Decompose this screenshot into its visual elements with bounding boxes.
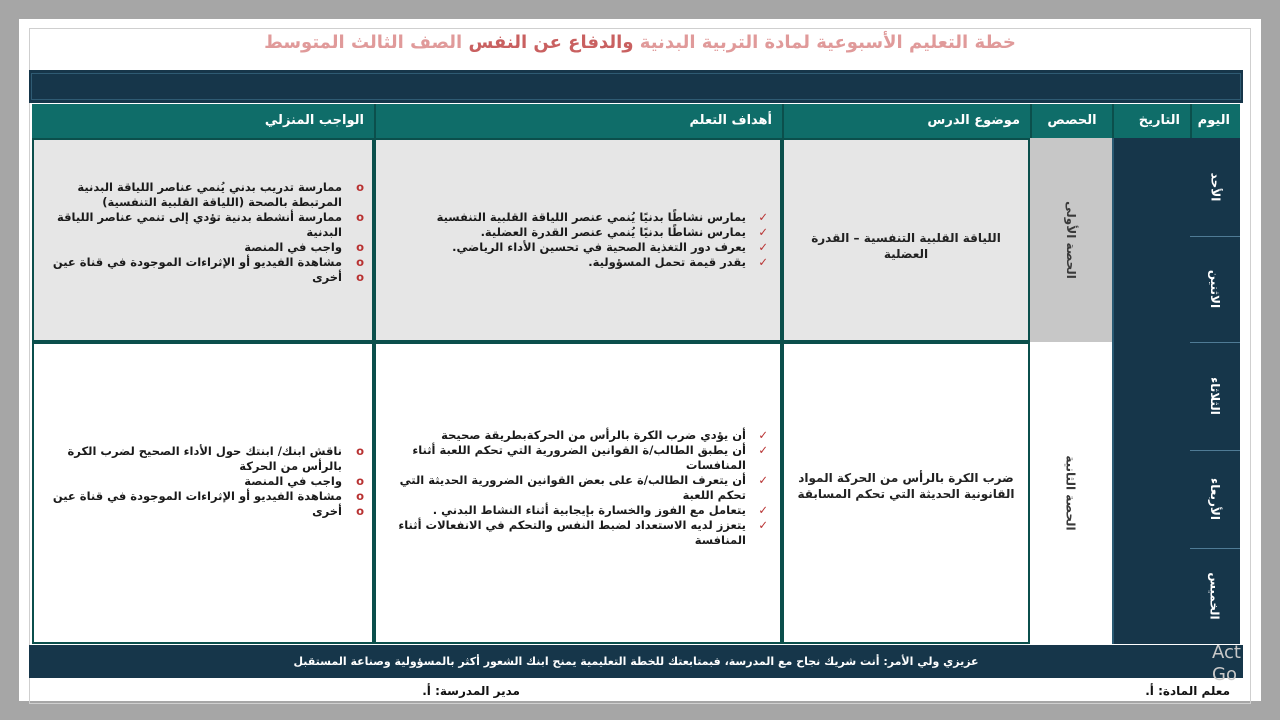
- check-icon: ✓: [758, 428, 768, 442]
- list-item: o واجب في المنصة: [244, 474, 364, 488]
- day-column: [1190, 138, 1240, 644]
- check-icon: ✓: [758, 240, 768, 254]
- watermark-line-2: Go: [1212, 664, 1237, 685]
- list-item: o ممارسة تدريب بدني يُنمي عناصر اللياقة البدنية المرتبطة بالصحة (اللياقة القلبية التنفسية): [77, 180, 364, 209]
- header-day: اليوم: [1190, 104, 1240, 138]
- circle-bullet-icon: o: [356, 240, 364, 254]
- session-column: [1030, 138, 1112, 644]
- list-item: o أخرى: [312, 270, 364, 284]
- signature-row: [32, 678, 1240, 700]
- principal-signature: مدير المدرسة: أ.: [422, 684, 520, 698]
- day-monday: الاثنين: [1190, 236, 1240, 343]
- header-date: التاريخ: [1112, 104, 1190, 138]
- check-icon: ✓: [758, 255, 768, 269]
- list-item: ✓ أن يؤدي ضرب الكرة بالرأس من الحركةبطريقة صحيحة: [441, 428, 768, 442]
- list-item: o أخرى: [312, 504, 364, 518]
- teacher-signature: معلم المادة: أ.: [1145, 684, 1230, 698]
- plan-table: [32, 138, 1240, 644]
- session-second: الحصة الثانية: [1030, 342, 1112, 644]
- watermark-line-1: Act: [1212, 642, 1241, 663]
- list-item: o مشاهدة الفيديو أو الإثراءات الموجودة في قناة عين: [52, 489, 364, 503]
- list-item: ✓ يعرف دور التغذية الصحية في تحسين الأداء الرياضي.: [452, 240, 768, 254]
- circle-bullet-icon: o: [356, 180, 364, 194]
- row2-topic: ضرب الكرة بالرأس من الحركة المواد القانونية الحديثة التي تحكم المسابقة: [797, 471, 1015, 501]
- list-item: o مشاهدة الفيديو أو الإثراءات الموجودة في قناة عين: [52, 255, 364, 269]
- row1-homework-cell: [32, 138, 374, 342]
- list-item: ✓ يمارس نشاطًا بدنيًا يُنمي عنصر اللياقة القلبية التنفسية: [436, 210, 768, 224]
- day-sunday: الأحد: [1190, 138, 1240, 237]
- top-banner: [29, 70, 1243, 103]
- check-icon: ✓: [758, 473, 768, 487]
- header-topic: موضوع الدرس: [782, 104, 1030, 138]
- check-icon: ✓: [758, 210, 768, 224]
- row1-topic-cell: [782, 138, 1030, 342]
- row2-topic-cell: [782, 342, 1030, 644]
- table-header-row: [32, 104, 1240, 138]
- check-icon: ✓: [758, 225, 768, 239]
- circle-bullet-icon: o: [356, 489, 364, 503]
- title-part-3: الصف الثالث المتوسط: [264, 32, 463, 53]
- list-item: ✓ أن يتعرف الطالب/ة على بعض القوانين الضرورية الحديثة التي تحكم اللعبة: [399, 473, 768, 502]
- check-icon: ✓: [758, 518, 768, 532]
- list-item: ✓ يقدر قيمة تحمل المسؤولية.: [588, 255, 768, 269]
- circle-bullet-icon: o: [356, 444, 364, 458]
- circle-bullet-icon: o: [356, 270, 364, 284]
- title-part-2: والدفاع عن النفس: [468, 32, 634, 53]
- title-part-1: خطة التعليم الأسبوعية لمادة التربية البدنية: [639, 32, 1016, 53]
- row1-topic: اللياقة القلبية التنفسية – القدرة العضلية: [811, 231, 1001, 261]
- row2-homework-list: [42, 444, 364, 519]
- list-item: ✓ أن يطبق الطالب/ة القوانين الضرورية التي تحكم اللعبة أثناء المنافسات: [412, 443, 768, 472]
- session-first: الحصة الأولى: [1064, 201, 1079, 279]
- row1-goals-list: [388, 210, 768, 270]
- circle-bullet-icon: o: [356, 504, 364, 518]
- list-item: o ناقش ابنك/ ابنتك حول الأداء الصحيح لضرب الكرة بالرأس من الحركة: [67, 444, 364, 473]
- header-session: الحصص: [1030, 104, 1112, 138]
- list-item: ✓ يتعامل مع الفوز والخسارة بإيجابية أثناء النشاط البدني .: [432, 503, 768, 517]
- circle-bullet-icon: o: [356, 474, 364, 488]
- list-item: ✓ يتعزز لديه الاستعداد لضبط النفس والتحكم في الانفعالات أثناء المنافسة: [398, 518, 768, 547]
- row2-homework-cell: [32, 342, 374, 644]
- circle-bullet-icon: o: [356, 210, 364, 224]
- parent-note-banner: عزيزي ولي الأمر: أنت شريك نجاح مع المدرسة، فبمتابعتك للخطة التعليمية يمنح ابنك الشعور أكثر بالمسؤولية وصناعة المستقبل: [29, 645, 1243, 678]
- check-icon: ✓: [758, 503, 768, 517]
- row2-goals-cell: [374, 342, 782, 644]
- circle-bullet-icon: o: [356, 255, 364, 269]
- row1-goals-cell: [374, 138, 782, 342]
- list-item: o ممارسة أنشطة بدنية تؤدي إلى تنمي عناصر اللياقة البدنية: [57, 210, 364, 239]
- check-icon: ✓: [758, 443, 768, 457]
- row2-goals-list: [388, 428, 768, 548]
- activation-watermark: [1212, 642, 1241, 686]
- list-item: o واجب في المنصة: [244, 240, 364, 254]
- page-title: [40, 32, 1240, 58]
- day-thursday: الخميس: [1208, 572, 1222, 620]
- header-goals: أهداف التعلم: [374, 104, 782, 138]
- day-tuesday: الثلاثاء: [1190, 342, 1240, 451]
- date-column: [1112, 138, 1190, 644]
- list-item: ✓ يمارس نشاطًا بدنيًا يُنمي عنصر القدرة العضلية.: [480, 225, 768, 239]
- row1-homework-list: [42, 180, 364, 285]
- day-wednesday: الأربعاء: [1190, 450, 1240, 549]
- header-homework: الواجب المنزلي: [264, 113, 364, 128]
